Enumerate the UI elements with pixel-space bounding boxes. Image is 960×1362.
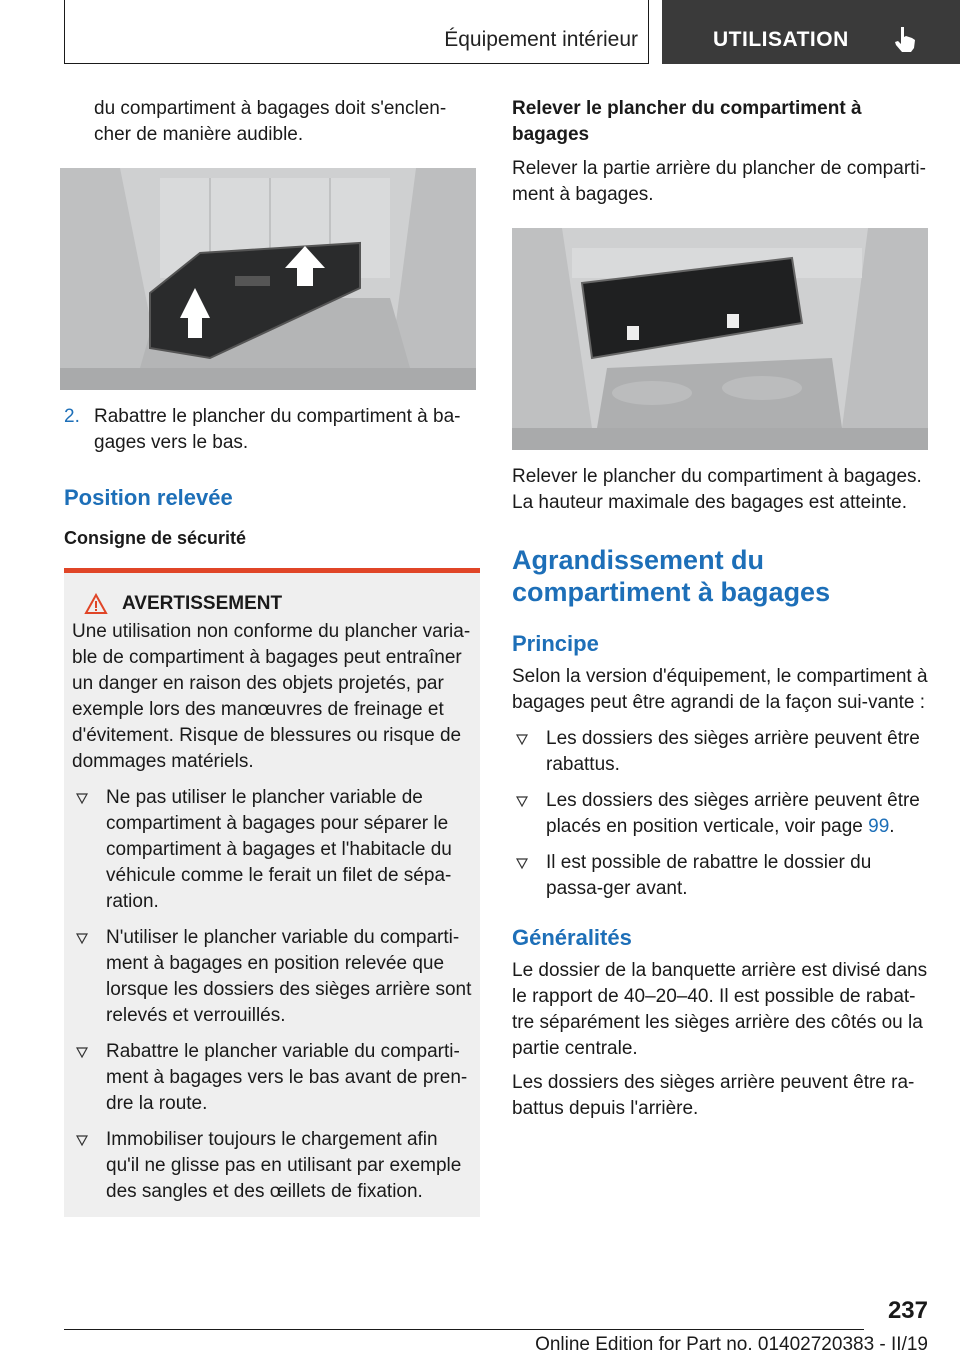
intro-text: du compartiment à bagages doit s'enclen-cher de manière audible.: [94, 98, 447, 145]
step-2: [64, 404, 480, 456]
bullet-triangle-icon: [512, 850, 546, 902]
header-bottom-rule: [64, 63, 648, 64]
warning-bullet: [72, 785, 472, 915]
bullet-vertical-suffix: .: [889, 816, 895, 837]
principle-text: Selon la version d'équipement, le compartiment à bagages peut être agrandi de la façon sui-vante :: [512, 666, 928, 713]
expand-heading: Agrandissement du compartiment à bagages: [512, 545, 831, 607]
warning-bullet: [72, 1127, 472, 1205]
general-heading: Généralités: [512, 925, 632, 950]
step-number: 2.: [64, 406, 80, 427]
principle-bullet: [512, 726, 928, 778]
warning-bullet-text: N'utiliser le plancher variable du comparti-ment à bagages en position relevée que lorsque les dossiers des sièges arrière sont relevés et verrouillés.: [106, 927, 472, 1026]
position-heading: Position relevée: [64, 485, 233, 510]
bullet-triangle-icon: [72, 1039, 106, 1117]
general-text-2: Les dossiers des sièges arrière peuvent être ra-battus depuis l'arrière.: [512, 1072, 915, 1119]
principle-bullet: [512, 850, 928, 902]
warning-title: AVERTISSEMENT: [122, 593, 283, 614]
principle-bullet-text: Les dossiers des sièges arrière peuvent être rabattus.: [546, 728, 920, 775]
bullet-triangle-icon: [72, 785, 106, 915]
header-left-rule: [64, 0, 65, 64]
right-column: [512, 96, 928, 1122]
header-divider: [648, 0, 649, 64]
warning-title-row: [72, 593, 472, 615]
warning-bullet: [72, 1039, 472, 1117]
warning-bullet-text: Rabattre le plancher variable du comparti-ment à bagages vers le bas avant de pren-dre la route.: [106, 1041, 468, 1114]
step-text: Rabattre le plancher du compartiment à ba-gages vers le bas.: [94, 406, 461, 453]
left-column: [64, 96, 480, 1217]
warning-bullet: [72, 925, 472, 1029]
after-image-text: Relever le plancher du compartiment à bagages. La hauteur maximale des bagages est atteinte.: [512, 466, 922, 513]
raise-text: Relever la partie arrière du plancher de comparti-ment à bagages.: [512, 158, 926, 205]
principle-bullet: [512, 788, 928, 840]
principle-bullet-text: Il est possible de rabattre le dossier du passa-ger avant.: [546, 852, 872, 899]
warning-box: [64, 568, 480, 1217]
principle-heading: Principe: [512, 631, 599, 656]
bullet-triangle-icon: [512, 726, 546, 778]
hand-pointer-icon: [890, 24, 920, 54]
chapter-title: UTILISATION: [713, 28, 849, 51]
raise-heading: Relever le plancher du compartiment à bagages: [512, 98, 862, 145]
general-text-1: Le dossier de la banquette arrière est divisé dans le rapport de 40–20–40. Il est possible de rabat-tre séparément les sièges arrière des côtés ou la partie centrale.: [512, 960, 928, 1059]
safety-heading: Consigne de sécurité: [64, 528, 247, 548]
page-number: 237: [887, 1297, 928, 1324]
bullet-triangle-icon: [72, 1127, 106, 1205]
bullet-triangle-icon: [512, 788, 546, 840]
trunk-floor-raised-image: [512, 228, 928, 450]
bullet-triangle-icon: [72, 925, 106, 1029]
warning-triangle-icon: [84, 593, 108, 615]
section-title: Équipement intérieur: [444, 28, 638, 51]
warning-bullet-text: Ne pas utiliser le plancher variable de compartiment à bagages pour séparer le compartiment à bagages et l'habitacle du véhicule comme le ferait un filet de sépa-ration.: [106, 787, 452, 912]
footer-rule: [64, 1329, 864, 1330]
page-99-link[interactable]: 99: [868, 816, 890, 837]
warning-body: Une utilisation non conforme du plancher varia-ble de compartiment à bagages peut entraîner un danger en raison des objets projetés, par exemple lors des manœuvres de freinage et d'évitement. Risque de blessures ou risque de dommages matériels.: [72, 621, 471, 772]
warning-bullet-text: Immobiliser toujours le chargement afin qu'il ne glisse pas en utilisant par exemple des sangles et des œillets de fixation.: [106, 1129, 462, 1202]
footer-edition: Online Edition for Part no. 01402720383 - II/19: [535, 1334, 928, 1355]
trunk-floor-lowering-image: [60, 168, 476, 390]
principle-bullet-text: [546, 788, 928, 840]
bullet-vertical-prefix: Les dossiers des sièges arrière peuvent être placés en position verticale, voir page: [546, 790, 920, 837]
